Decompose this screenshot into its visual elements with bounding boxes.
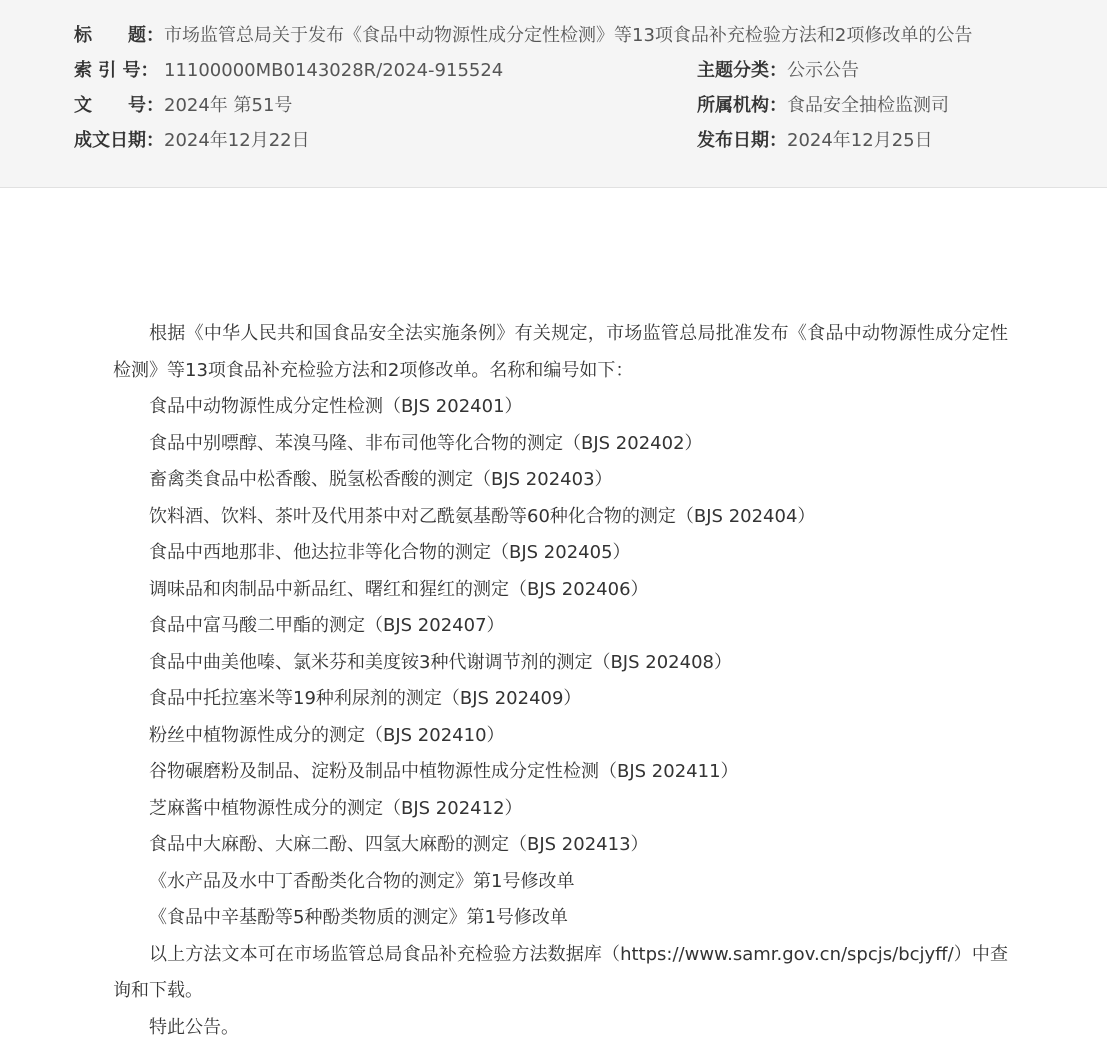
category-field [697, 53, 859, 88]
announcement-body [113, 316, 1008, 1046]
amendment-list-item: 《食品中辛基酚等5种酚类物质的测定》第1号修改单 [149, 907, 568, 928]
written-date-value: 2024年12月22日 [164, 130, 310, 151]
title-label: 标 题： [74, 25, 164, 46]
method-list-item: 食品中托拉塞米等19种利尿剂的测定（BJS 202409） [149, 688, 582, 709]
method-list-item: 饮料酒、饮料、茶叶及代用茶中对乙酰氨基酚等60种化合物的测定（BJS 202404） [149, 505, 816, 527]
method-list-item: 调味品和肉制品中新品红、曙红和猩红的测定（BJS 202406） [149, 578, 649, 600]
method-list-item: 畜禽类食品中松香酸、脱氢松香酸的测定（BJS 202403） [149, 469, 613, 490]
method-list-item: 食品中别嘌醇、苯溴马隆、非布司他等化合物的测定（BJS 202402） [149, 432, 703, 454]
index-field [74, 53, 697, 88]
meta-row-doc-number [74, 88, 1094, 123]
category-label: 主题分类： [697, 60, 787, 81]
index-value: 11100000MB0143028R/2024-915524 [164, 60, 504, 81]
meta-row-title [74, 18, 1094, 53]
meta-row-dates [74, 123, 1094, 158]
method-list-item: 食品中西地那非、他达拉非等化合物的测定（BJS 202405） [149, 542, 631, 563]
agency-label: 所属机构： [697, 95, 787, 116]
download-note-paragraph: 以上方法文本可在市场监管总局食品补充检验方法数据库（https://www.samr.gov.cn/spcjs/bcjyff/）中查询和下载。 [113, 943, 1008, 1001]
publish-date-label: 发布日期： [697, 130, 787, 151]
method-list-item: 食品中动物源性成分定性检测（BJS 202401） [149, 396, 523, 417]
publish-date-field [697, 123, 933, 158]
written-date-field [74, 123, 697, 158]
title-value: 市场监管总局关于发布《食品中动物源性成分定性检测》等13项食品补充检验方法和2项修改单的公告 [164, 25, 973, 46]
publish-date-value: 2024年12月25日 [787, 130, 933, 151]
method-list-item: 粉丝中植物源性成分的测定（BJS 202410） [149, 724, 505, 746]
intro-paragraph: 根据《中华人民共和国食品安全法实施条例》有关规定，市场监管总局批准发布《食品中动物源性成分定性检测》等13项食品补充检验方法和2项修改单。名称和编号如下： [113, 323, 1008, 381]
index-label: 索 引 号： [74, 60, 159, 81]
doc-number-field [74, 88, 697, 123]
method-list-item: 食品中富马酸二甲酯的测定（BJS 202407） [149, 615, 505, 636]
doc-number-label: 文 号： [74, 95, 164, 116]
category-value: 公示公告 [787, 60, 859, 81]
method-list-item: 芝麻酱中植物源性成分的测定（BJS 202412） [149, 797, 523, 819]
agency-value: 食品安全抽检监测司 [787, 95, 949, 116]
meta-row-index [74, 53, 1094, 88]
method-list-item: 食品中大麻酚、大麻二酚、四氢大麻酚的测定（BJS 202413） [149, 834, 649, 855]
title-field [74, 18, 1094, 53]
closing-line: 特此公告。 [149, 1016, 239, 1038]
written-date-label: 成文日期： [74, 130, 164, 151]
method-list-item: 食品中曲美他嗪、氯米芬和美度铵3种代谢调节剂的测定（BJS 202408） [149, 651, 732, 673]
document-meta-panel [0, 0, 1107, 188]
method-list-item: 谷物碾磨粉及制品、淀粉及制品中植物源性成分定性检测（BJS 202411） [149, 761, 739, 782]
doc-number-value: 2024年 第51号 [164, 95, 293, 116]
amendment-list-item: 《水产品及水中丁香酚类化合物的测定》第1号修改单 [149, 870, 575, 892]
agency-field [697, 88, 949, 123]
